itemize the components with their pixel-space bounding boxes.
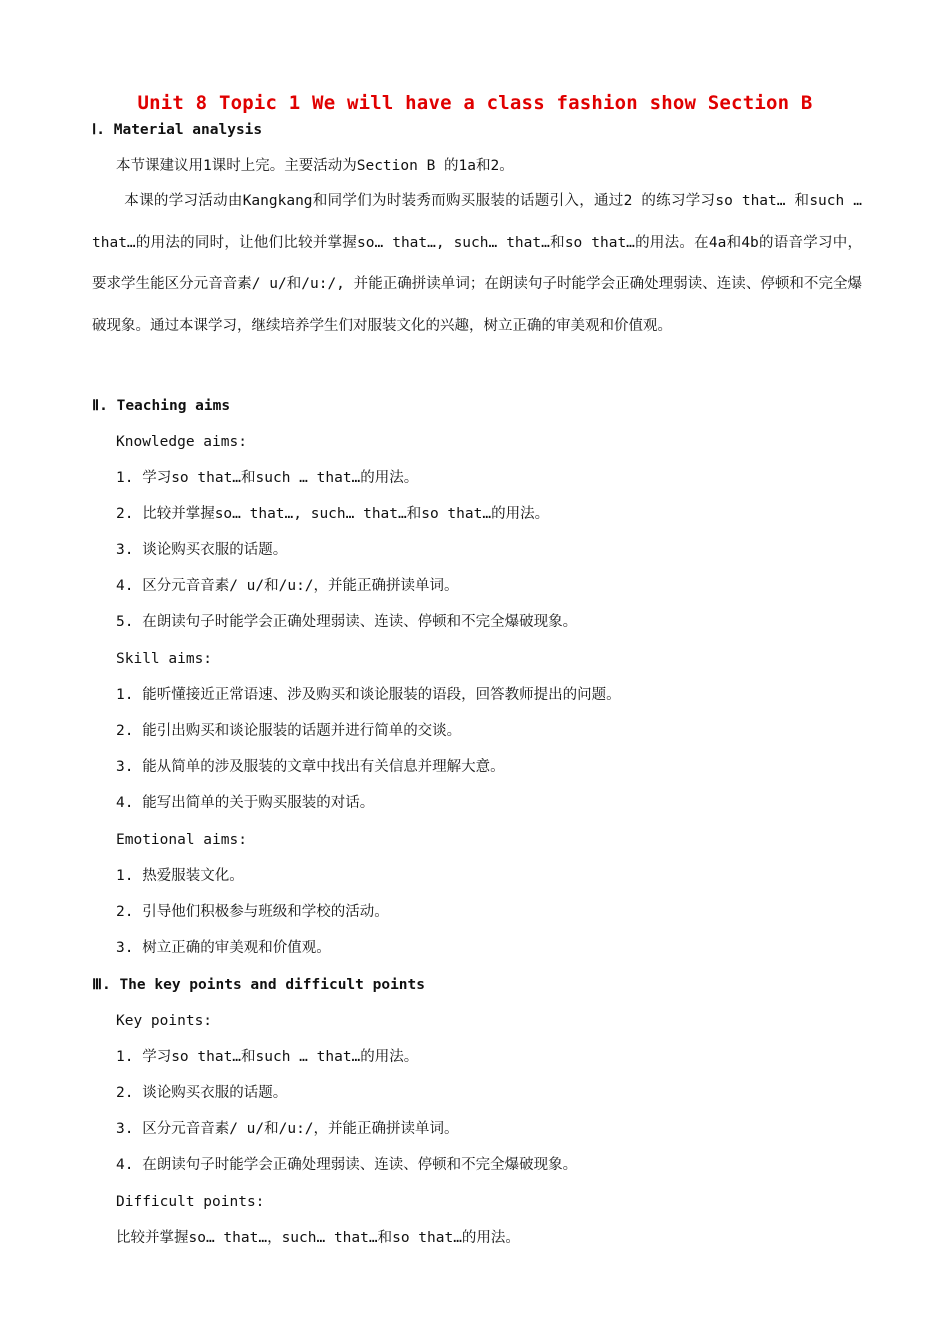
section-heading-key-difficult-points: Ⅲ. The key points and difficult points xyxy=(92,977,425,993)
key-point-item: 4. 在朗读句子时能学会正确处理弱读、连读、停顿和不完全爆破现象。 xyxy=(116,1157,578,1173)
skill-aims-label: Skill aims: xyxy=(116,651,213,667)
knowledge-aims-label: Knowledge aims: xyxy=(116,434,247,450)
emotional-aim-item: 1. 热爱服装文化。 xyxy=(116,868,244,884)
emotional-aim-item: 2. 引导他们积极参与班级和学校的活动。 xyxy=(116,904,389,920)
section-heading-teaching-aims: Ⅱ. Teaching aims xyxy=(92,398,231,414)
section-heading-material-analysis: Ⅰ. Material analysis xyxy=(92,122,263,138)
skill-aim-item: 4. 能写出简单的关于购买服装的对话。 xyxy=(116,795,375,811)
difficult-point-text: 比较并掌握so… that…，such… that…和so that…的用法。 xyxy=(116,1230,520,1246)
key-points-label: Key points: xyxy=(116,1013,213,1029)
paragraph-material-1: 本节课建议用1课时上完。主要活动为Section B 的1a和2。 xyxy=(116,158,514,174)
skill-aim-item: 1. 能听懂接近正常语速、涉及购买和谈论服装的语段，回答教师提出的问题。 xyxy=(116,687,621,703)
knowledge-aim-item: 4. 区分元音音素/ u/和/u:/，并能正确拼读单词。 xyxy=(116,578,459,594)
knowledge-aim-item: 1. 学习so that…和such … that…的用法。 xyxy=(116,470,419,486)
skill-aim-item: 2. 能引出购买和谈论服装的话题并进行简单的交谈。 xyxy=(116,723,462,739)
paragraph-material-2 xyxy=(92,181,862,347)
key-point-item: 3. 区分元音音素/ u/和/u:/，并能正确拼读单词。 xyxy=(116,1121,459,1137)
key-point-item: 2. 谈论购买衣服的话题。 xyxy=(116,1085,288,1101)
knowledge-aim-item: 3. 谈论购买衣服的话题。 xyxy=(116,542,288,558)
document-title: Unit 8 Topic 1 We will have a class fashion show Section B xyxy=(137,92,813,114)
emotional-aims-label: Emotional aims: xyxy=(116,832,247,848)
paragraph-material-2-text: 本课的学习活动由Kangkang和同学们为时装秀而购买服装的话题引入，通过2 的练习学习so that… 和such … that…的用法的同时，让他们比较并掌握so… that…, such… that…和so that…的用法。在4a和4b的语音学习中，要求学生能区分元音音素/ u/和/u:/, 并能正确拼读单词；在朗读句子时能学会正确处理弱读、连读、停顿和不完全爆破现象。通过本课学习，继续培养学生们对服装文化的兴趣，树立正确的审美观和价值观。 xyxy=(92,193,862,334)
key-point-item: 1. 学习so that…和such … that…的用法。 xyxy=(116,1049,419,1065)
difficult-points-label: Difficult points: xyxy=(116,1194,265,1210)
skill-aim-item: 3. 能从简单的涉及服装的文章中找出有关信息并理解大意。 xyxy=(116,759,505,775)
knowledge-aim-item: 2. 比较并掌握so… that…, such… that…和so that…的用法。 xyxy=(116,506,550,522)
emotional-aim-item: 3. 树立正确的审美观和价值观。 xyxy=(116,940,331,956)
knowledge-aim-item: 5. 在朗读句子时能学会正确处理弱读、连读、停顿和不完全爆破现象。 xyxy=(116,614,578,630)
